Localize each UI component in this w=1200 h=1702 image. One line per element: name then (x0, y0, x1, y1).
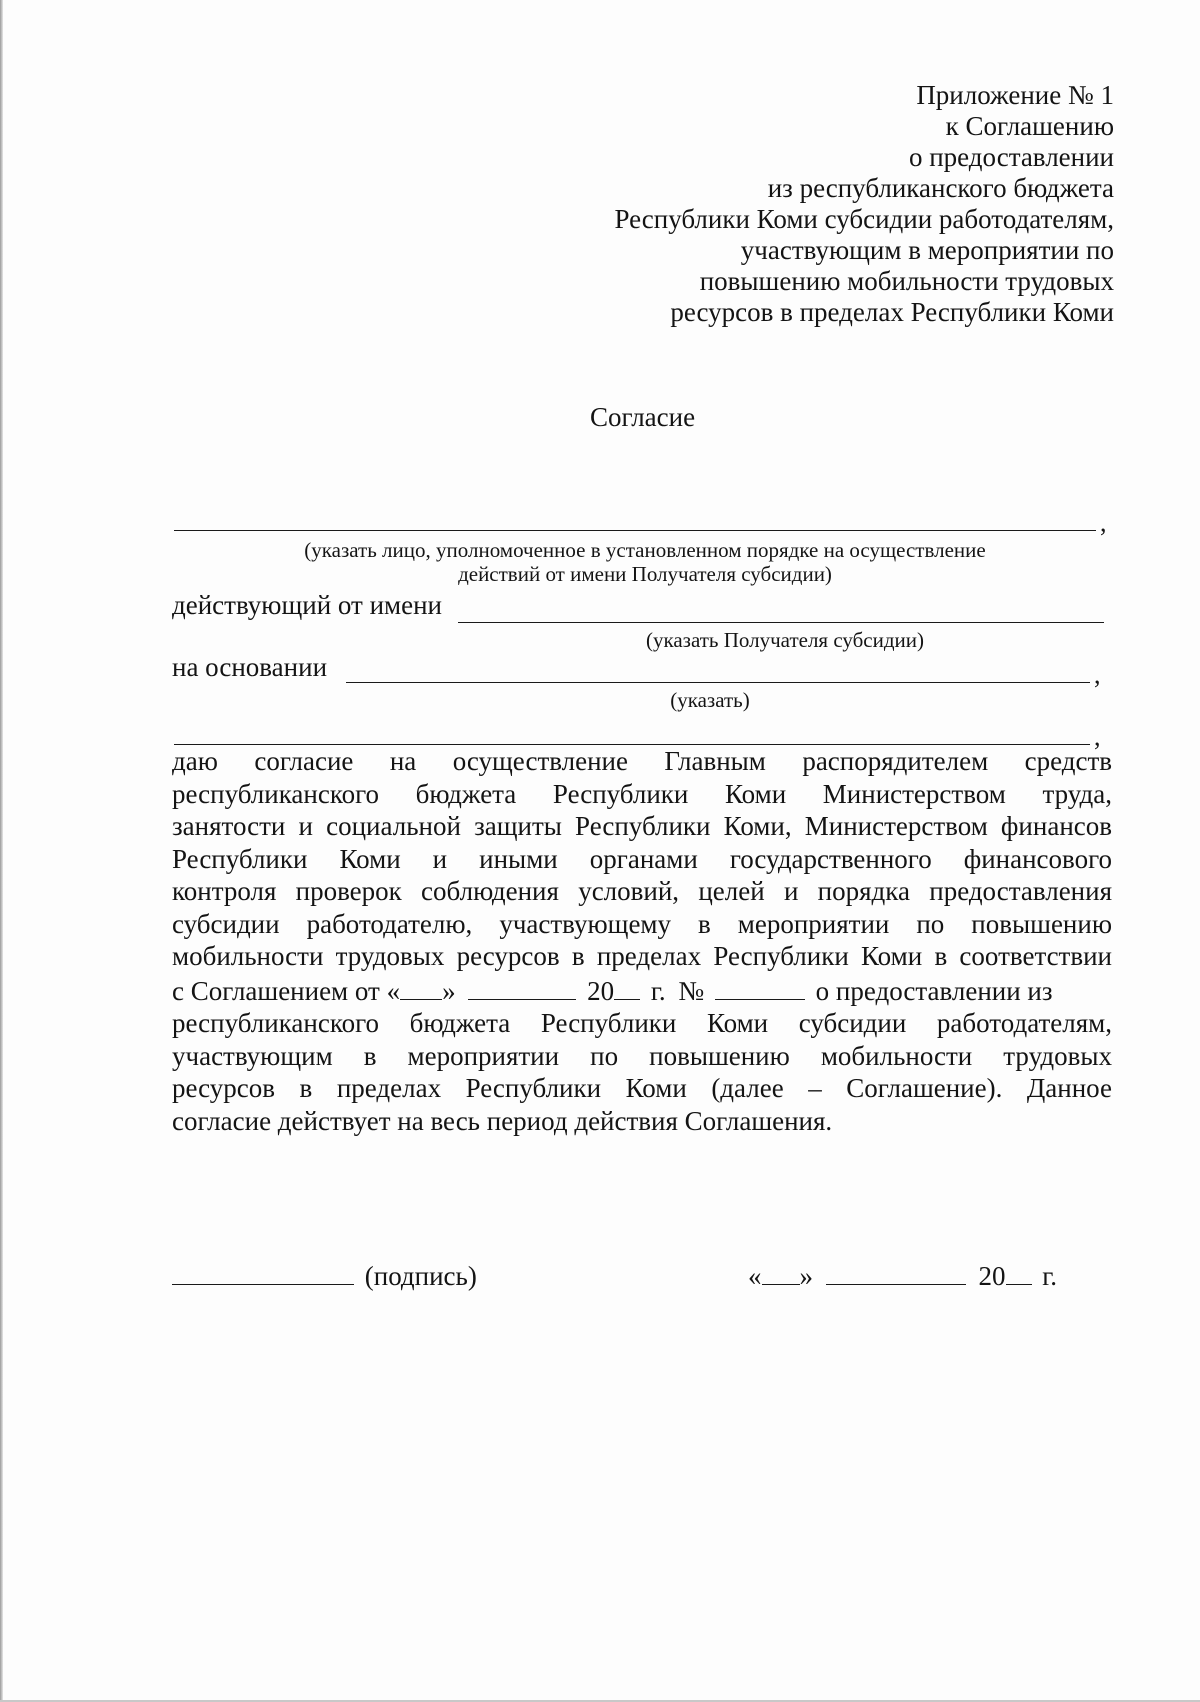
appendix-line: Республики Коми субсидии работодателям, (614, 204, 1114, 234)
document-title: Согласие (590, 402, 696, 432)
basis-fill-line[interactable] (346, 682, 1090, 683)
basis-comma: , (1094, 660, 1101, 689)
person-caption-line: действий от имени Получателя субсидии) (458, 562, 832, 586)
body-line: республиканского бюджета Республики Коми субсидии работодателям, (172, 1008, 1112, 1038)
scan-edge (0, 0, 3, 1702)
body-line: занятости и социальной защиты Республики Коми, Министерством финансов (172, 811, 1112, 841)
recipient-fill-line[interactable] (458, 622, 1104, 623)
date-close-quote: » (799, 1261, 813, 1291)
appendix-header (474, 80, 1114, 328)
body-line: республиканского бюджета Республики Коми Министерством труда, (172, 778, 1112, 809)
person-fill-line[interactable] (174, 530, 1096, 531)
agreement-year-field[interactable] (614, 973, 640, 1000)
acting-label: действующий от имени (172, 590, 442, 620)
basis-caption: (указать) (670, 688, 750, 712)
signature-label: (подпись) (364, 1261, 477, 1291)
agreement-day-field[interactable] (400, 973, 442, 1000)
appendix-line: повышению мобильности трудовых (699, 266, 1114, 296)
body-line: контроля проверок соблюдения условий, целей и порядка предоставления (172, 876, 1112, 906)
body-line: субсидии работодателю, участвующему в мероприятии по повышению (172, 908, 1112, 939)
agreement-month-field[interactable] (468, 973, 576, 1000)
body-last-line: согласие действует на весь период действия Соглашения. (172, 1105, 833, 1136)
agreement-text: № (678, 975, 705, 1006)
signature-field[interactable] (172, 1258, 354, 1285)
consent-body (172, 745, 1112, 1137)
extra-comma: , (1094, 722, 1101, 751)
body-line: Республики Коми и иными органами государственного финансового (172, 843, 1112, 874)
agreement-text: 20 (587, 975, 615, 1006)
appendix-line: из республиканского бюджета (767, 173, 1114, 203)
date-day-field[interactable] (762, 1258, 800, 1285)
appendix-line: о предоставлении (908, 142, 1114, 172)
agreement-line (172, 973, 1112, 1008)
signature-block (172, 1258, 477, 1292)
date-open-quote: « (748, 1261, 762, 1291)
appendix-line: ресурсов в пределах Республики Коми (670, 297, 1114, 327)
agreement-text: о предоставлении из (815, 975, 1053, 1006)
date-block (748, 1258, 1057, 1292)
agreement-text: с Соглашением от « (172, 975, 401, 1006)
body-line: участвующим в мероприятии по повышению мобильности трудовых (172, 1040, 1112, 1071)
agreement-text: г. (650, 975, 666, 1006)
appendix-line: участвующим в мероприятии по (740, 235, 1114, 265)
person-caption (190, 538, 1100, 586)
person-comma: , (1100, 508, 1107, 537)
date-year-field[interactable] (1006, 1258, 1032, 1285)
body-line: мобильности трудовых ресурсов в пределах Республики Коми в соответствии (172, 941, 1112, 971)
basis-label: на основании (172, 652, 328, 682)
agreement-text: » (442, 975, 456, 1006)
appendix-line: к Соглашению (945, 111, 1114, 141)
recipient-caption: (указать Получателя субсидии) (645, 628, 925, 652)
date-month-field[interactable] (826, 1258, 966, 1285)
body-line: даю согласие на осуществление Главным распорядителем средств (172, 746, 1112, 776)
body-line: ресурсов в пределах Республики Коми (далее – Соглашение). Данное (172, 1073, 1112, 1103)
date-year-suffix: г. (1042, 1261, 1058, 1291)
agreement-number-field[interactable] (715, 973, 805, 1000)
appendix-line: Приложение № 1 (916, 80, 1114, 110)
date-year-prefix: 20 (978, 1261, 1006, 1291)
person-caption-line: (указать лицо, уполномоченное в установленном порядке на осуществление (304, 538, 986, 562)
